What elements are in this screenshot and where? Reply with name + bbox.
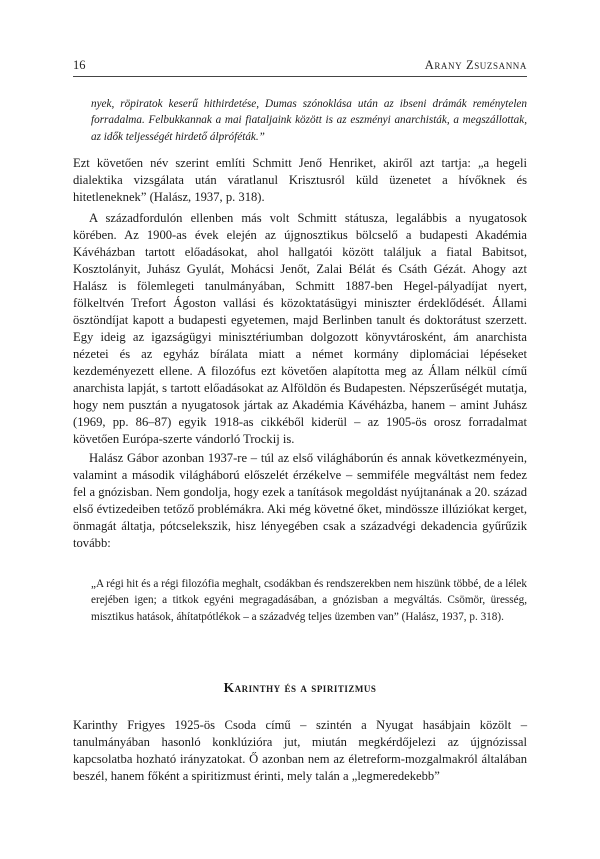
paragraph-text: A századfordulón ellenben más volt Schmitt státusza, legalábbis a nyugatosok körében. Az 1900-as évek elején az újgnosztikus bölcselő a budapesti Akadémia Kávéházban tartott előadásokat, ahol hallgatói között találjuk a fiatal Babitsot, Kosztolányit, Juhász Gyulát, Mohácsi Jenőt, Zalai Bélát és Csáth Gézát. Ahogy azt Halász is fölemlegeti tanulmányában, Schmitt 1887-ben Hegel-pályadíjat nyert, fölkeltvén Trefort Ágoston vallási és közoktatásügyi miniszter érdeklődését. Állami ösztöndíjat kapott a budapesti egyetemen, majd Berlinben tanult és doktorátust szerzett. Egy ideig az igazságügyi minisztériumban dolgozott könyvtárosként, ám anarchista nézetei és az egyház bírálata miatt a német kormány diplomáciai lépéseket kezdeményezett ellene. A filozófus ezt követően alapította meg az Állam nélkül című anarchista lapját, s tartott előadásokat az Alföldön és Budapesten. Népszerűségét mutatja, hogy nem pusztán a nyugatosok jártak az Akadémia Kávéházba, hanem – amint Juhász (1969, pp. 86–87) egyik 1918-as cikkéből kiderül – az 1905-ös orosz forradalmat követően Európa-szerte vándorló Trockij is.	[73, 211, 527, 446]
paragraph-text: Ezt követően név szerint említi Schmitt Jenő Henriket, akiről azt tartja: „a hegeli dialektika vizsgálata után váratlanul Krisztusról küld üzenetet a hívőknek és hitetleneknek” (Halász, 1937, p. 318).	[73, 156, 527, 204]
running-header	[73, 58, 527, 73]
quote-text: „A régi hit és a régi filozófia meghalt, csodákban és rendszerekben nem hiszünk többé, de a lélek erejében igen; a titkok egyéni megragadásában, a gnózisban a megváltás. Csömör, üresség, misztikus hatások, áhítatpótlékok – a századvég teljes üzemben van” (Halász, 1937, p. 318).	[91, 578, 527, 623]
paragraph-3	[73, 450, 527, 552]
paragraph-4	[73, 717, 527, 785]
block-quote	[73, 576, 527, 625]
paragraph-text: Halász Gábor azonban 1937-re – túl az első világháborún és annak következményein, valamint a második világháború előszelét érzékelve – semmiféle megváltást nem fedez fel a gnózisban. Nem gondolja, hogy ezek a tanítások megoldást nyújtanának a 20. század első évtizedeiben tetőző problémákra. Aki még követné őket, mindössze illúziókat kerget, önmagát áltatja, pótcselekszik, hisz lényegében csak a századvégi dekadencia gyűrűzik tovább:	[73, 451, 527, 550]
paragraph-text: Karinthy Frigyes 1925-ös Csoda című – szintén a Nyugat hasábjain közölt – tanulmányában hasonló konklúzióra jut, miután megkérdőjelezi az újgnózissal kapcsolatba hozható irányzatokat. Ő azonban nem az életreform-mozgalmakról általában beszél, hanem főként a spiritizmust érinti, mely talán a „legmeredekebb”	[73, 718, 527, 783]
section-heading-wrap	[73, 680, 527, 696]
header-rule	[73, 76, 527, 77]
block-quote-continuation	[73, 96, 527, 145]
section-heading: Karinthy és a spiritizmus	[223, 680, 377, 695]
quote-text: nyek, röpiratok keserű hithirdetése, Dumas szónoklása után az ibseni drámák reménytelen forradalma. Felbukkannak a mai fiataljaink között is az eszményi anarchisták, a megszállottak, az idők teljességét hirdető álpróféták.”	[91, 98, 527, 143]
running-header-author: Arany Zsuzsanna	[424, 58, 527, 72]
paragraph-2	[73, 210, 527, 448]
paragraph-1	[73, 155, 527, 206]
page-number: 16	[73, 58, 86, 72]
